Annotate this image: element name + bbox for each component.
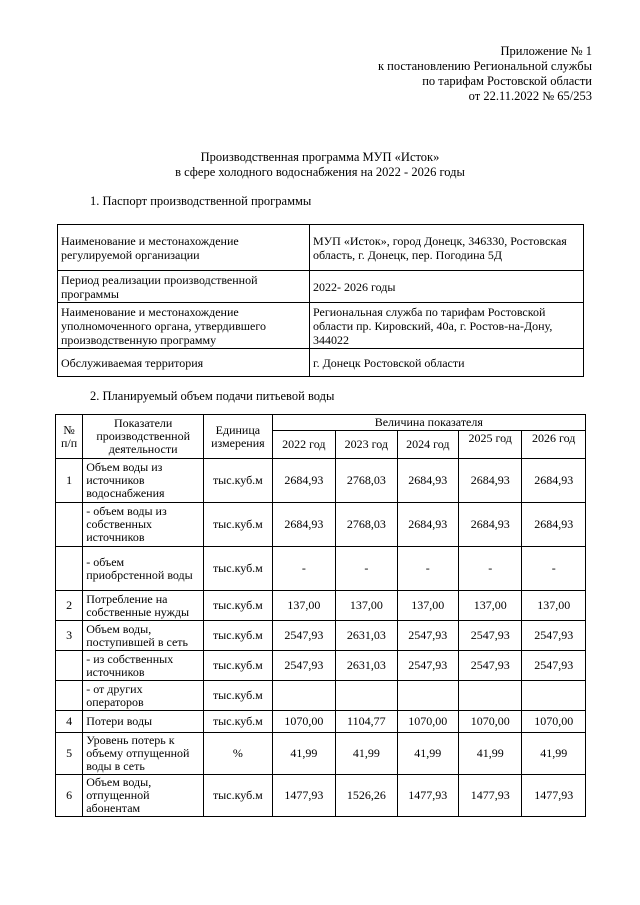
header-indicator: Показатели производственной деятельности: [83, 415, 204, 459]
header-year: 2024 год: [397, 431, 458, 459]
row-unit: тыс.куб.м: [204, 621, 273, 651]
section-heading-passport: 1. Паспорт производственной программы: [90, 194, 312, 208]
row-value: 1070,00: [459, 711, 522, 733]
table-row: [56, 681, 586, 711]
header-value: Величина показателя: [272, 415, 585, 431]
row-value: [272, 681, 335, 711]
row-value: [397, 681, 458, 711]
row-value: 2631,03: [336, 651, 397, 681]
table-row: [58, 303, 584, 349]
row-value: 2547,93: [522, 651, 586, 681]
row-value: 2547,93: [397, 651, 458, 681]
row-value: 2547,93: [397, 621, 458, 651]
row-number: [56, 681, 83, 711]
table-row: [58, 271, 584, 303]
passport-label: Период реализации производственной программы: [58, 271, 310, 303]
appendix-block: [378, 44, 592, 104]
row-value: 41,99: [272, 733, 335, 775]
row-value: 137,00: [522, 591, 586, 621]
row-value: 1070,00: [272, 711, 335, 733]
row-indicator: Потребление на собственные нужды: [83, 591, 204, 621]
row-number: [56, 651, 83, 681]
table-row: [56, 621, 586, 651]
volume-table-body: [56, 459, 586, 817]
row-value: 2684,93: [272, 503, 335, 547]
header-no: № п/п: [56, 415, 83, 459]
row-value: -: [336, 547, 397, 591]
passport-value: Региональная служба по тарифам Ростовской области пр. Кировский, 40а, г. Ростов-на-Дону, 344022: [310, 303, 584, 349]
passport-label: Обслуживаемая территория: [58, 349, 310, 377]
appendix-line: Приложение № 1: [500, 44, 592, 58]
row-indicator: - от других операторов: [83, 681, 204, 711]
row-number: 6: [56, 775, 83, 817]
row-value: 137,00: [459, 591, 522, 621]
row-value: 2547,93: [459, 621, 522, 651]
row-number: 4: [56, 711, 83, 733]
row-indicator: - объем приобрстенной воды: [83, 547, 204, 591]
row-indicator: Потери воды: [83, 711, 204, 733]
header-year: 2025 год: [459, 431, 522, 459]
section-heading-volume: 2. Планируемый объем подачи питьевой воды: [90, 389, 335, 403]
table-row: [56, 459, 586, 503]
row-number: 1: [56, 459, 83, 503]
passport-value: г. Донецк Ростовской области: [310, 349, 584, 377]
header-year: 2026 год: [522, 431, 586, 459]
row-value: -: [272, 547, 335, 591]
document-title: [0, 150, 640, 180]
row-value: 2768,03: [336, 459, 397, 503]
passport-table: [57, 224, 584, 377]
row-value: -: [397, 547, 458, 591]
row-value: 1477,93: [459, 775, 522, 817]
row-unit: тыс.куб.м: [204, 651, 273, 681]
row-number: 2: [56, 591, 83, 621]
row-value: 1104,77: [336, 711, 397, 733]
row-value: 41,99: [459, 733, 522, 775]
row-value: 2684,93: [272, 459, 335, 503]
row-value: 1477,93: [397, 775, 458, 817]
row-value: -: [459, 547, 522, 591]
row-value: 137,00: [397, 591, 458, 621]
row-value: 1477,93: [272, 775, 335, 817]
row-value: 2768,03: [336, 503, 397, 547]
table-row: [56, 711, 586, 733]
row-number: 3: [56, 621, 83, 651]
row-indicator: Объем воды, отпущенной абонентам: [83, 775, 204, 817]
passport-value: 2022- 2026 годы: [310, 271, 584, 303]
appendix-line: по тарифам Ростовской области: [422, 74, 592, 88]
row-unit: тыс.куб.м: [204, 711, 273, 733]
title-line: Производственная программа МУП «Исток»: [200, 150, 440, 164]
row-number: [56, 503, 83, 547]
row-value: [459, 681, 522, 711]
table-row: [56, 547, 586, 591]
row-value: 2684,93: [459, 503, 522, 547]
appendix-line: от 22.11.2022 № 65/253: [468, 89, 592, 103]
table-row: [56, 651, 586, 681]
title-line: в сфере холодного водоснабжения на 2022 - 2026 годы: [175, 165, 465, 179]
table-row: [56, 775, 586, 817]
header-year: 2023 год: [336, 431, 397, 459]
passport-label: Наименование и местонахождение уполномоченного органа, утвердившего производственную программу: [58, 303, 310, 349]
row-unit: %: [204, 733, 273, 775]
row-value: 2684,93: [522, 459, 586, 503]
table-row: [56, 591, 586, 621]
row-value: 2547,93: [272, 651, 335, 681]
row-value: [522, 681, 586, 711]
appendix-line: к постановлению Региональной службы: [377, 59, 592, 73]
row-value: 41,99: [522, 733, 586, 775]
row-value: 2631,03: [336, 621, 397, 651]
row-value: 41,99: [336, 733, 397, 775]
row-unit: тыс.куб.м: [204, 547, 273, 591]
passport-value: МУП «Исток», город Донецк, 346330, Ростовская область, г. Донецк, пер. Погодина 5Д: [310, 225, 584, 271]
row-value: 2684,93: [522, 503, 586, 547]
row-value: 1526,26: [336, 775, 397, 817]
table-row: [56, 733, 586, 775]
header-unit: Единица измерения: [204, 415, 273, 459]
table-row: [58, 225, 584, 271]
row-indicator: - объем воды из собственных источников: [83, 503, 204, 547]
row-indicator: Объем воды, поступившей в сеть: [83, 621, 204, 651]
passport-label: Наименование и местонахождение регулируемой организации: [58, 225, 310, 271]
row-value: 2547,93: [522, 621, 586, 651]
row-unit: тыс.куб.м: [204, 591, 273, 621]
volume-table: [55, 414, 586, 817]
row-value: 2547,93: [272, 621, 335, 651]
row-value: 1477,93: [522, 775, 586, 817]
row-unit: тыс.куб.м: [204, 775, 273, 817]
row-unit: тыс.куб.м: [204, 459, 273, 503]
row-unit: тыс.куб.м: [204, 503, 273, 547]
row-value: 137,00: [272, 591, 335, 621]
row-number: [56, 547, 83, 591]
row-indicator: - из собственных источников: [83, 651, 204, 681]
row-value: 1070,00: [522, 711, 586, 733]
row-number: 5: [56, 733, 83, 775]
table-row: [58, 349, 584, 377]
header-year: 2022 год: [272, 431, 335, 459]
row-value: 2684,93: [397, 459, 458, 503]
table-header-row: [56, 415, 586, 431]
row-value: 137,00: [336, 591, 397, 621]
row-indicator: Уровень потерь к объему отпущенной воды в сеть: [83, 733, 204, 775]
row-value: 1070,00: [397, 711, 458, 733]
row-unit: тыс.куб.м: [204, 681, 273, 711]
row-value: 2684,93: [459, 459, 522, 503]
row-value: 41,99: [397, 733, 458, 775]
row-value: 2684,93: [397, 503, 458, 547]
row-value: [336, 681, 397, 711]
row-value: 2547,93: [459, 651, 522, 681]
row-indicator: Объем воды из источников водоснабжения: [83, 459, 204, 503]
table-row: [56, 503, 586, 547]
row-value: -: [522, 547, 586, 591]
